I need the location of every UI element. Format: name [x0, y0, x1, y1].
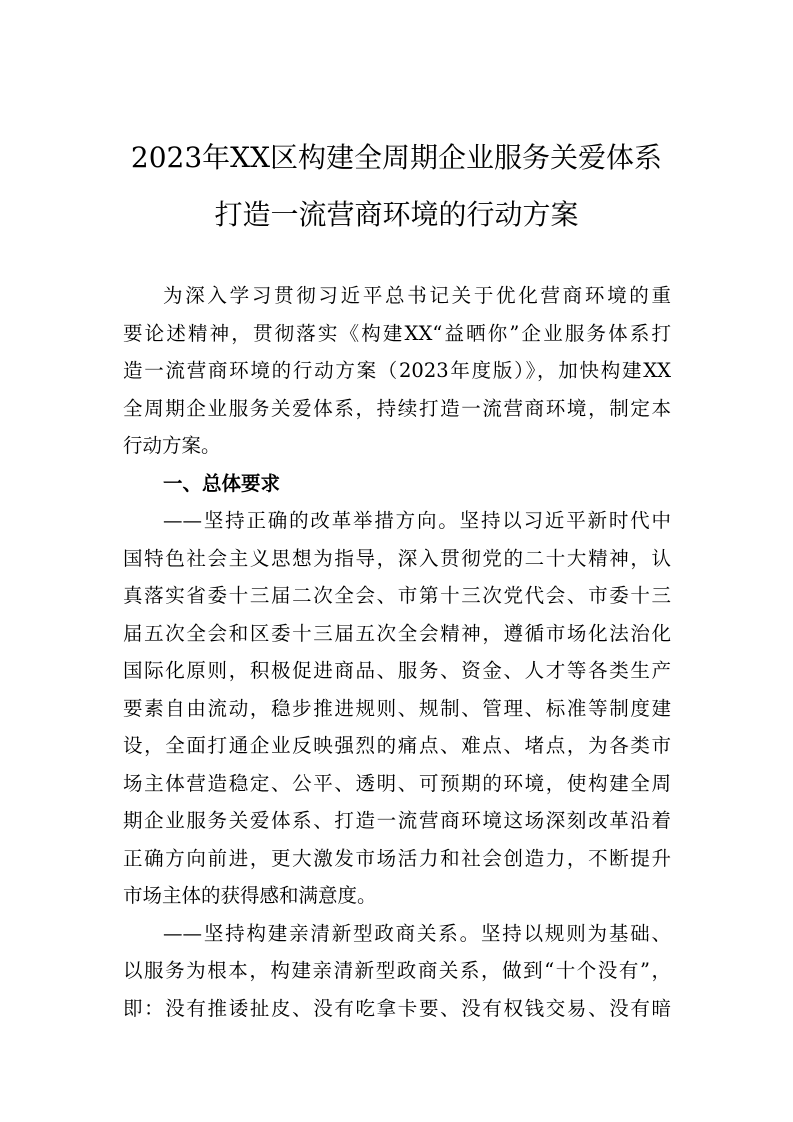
paragraph-line: 造一流营商环境的行动方案（2023年度版）》，加快构建XX [123, 359, 671, 382]
paragraph-line: 期企业服务关爱体系、打造一流营商环境这场深刻改革沿着 [123, 809, 671, 832]
paragraph-line: 要论述精神，贯彻落实《构建XX“益晒你”企业服务体系打 [123, 321, 671, 345]
paragraph-line: 设，全面打通企业反映强烈的痛点、难点、堵点，为各类市 [123, 734, 671, 757]
document-body [123, 277, 671, 1027]
paragraph-line: 真落实省委十三届二次全会、市第十三次党代会、市委十三 [123, 584, 671, 607]
paragraph-line: 行动方案。 [123, 434, 221, 457]
paragraph-line: 为深入学习贯彻习近平总书记关于优化营商环境的重 [163, 284, 671, 307]
section-heading: 一、总体要求 [163, 471, 281, 495]
paragraph-line: 即：没有推诿扯皮、没有吃拿卡要、没有权钱交易、没有暗 [123, 996, 671, 1020]
document-title-line-2: 打造一流营商环境的行动方案 [214, 198, 579, 231]
paragraph-line: 国特色社会主义思想为指导，深入贯彻党的二十大精神，认 [123, 546, 671, 570]
paragraph-line: ——坚持构建亲清新型政商关系。坚持以规则为基础、 [163, 921, 671, 945]
paragraph-line: ——坚持正确的改革举措方向。坚持以习近平新时代中 [163, 509, 671, 532]
paragraph-line: 市场主体的获得感和满意度。 [123, 884, 377, 907]
document-title-line-1: 2023年XX区构建全周期企业服务关爱体系 [130, 141, 663, 174]
paragraph-line: 国际化原则，积极促进商品、服务、资金、人才等各类生产 [123, 659, 671, 682]
paragraph-line: 以服务为根本，构建亲清新型政商关系，做到“十个没有”， [123, 959, 671, 982]
paragraph-line: 场主体营造稳定、公平、透明、可预期的环境，使构建全周 [123, 771, 671, 795]
paragraph-line: 届五次全会和区委十三届五次全会精神，遵循市场化法治化 [123, 621, 671, 645]
paragraph-line: 正确方向前进，更大激发市场活力和社会创造力，不断提升 [123, 846, 671, 870]
paragraph-line: 要素自由流动，稳步推进规则、规制、管理、标准等制度建 [123, 696, 671, 720]
paragraph-line: 全周期企业服务关爱体系，持续打造一流营商环境，制定本 [123, 396, 671, 420]
